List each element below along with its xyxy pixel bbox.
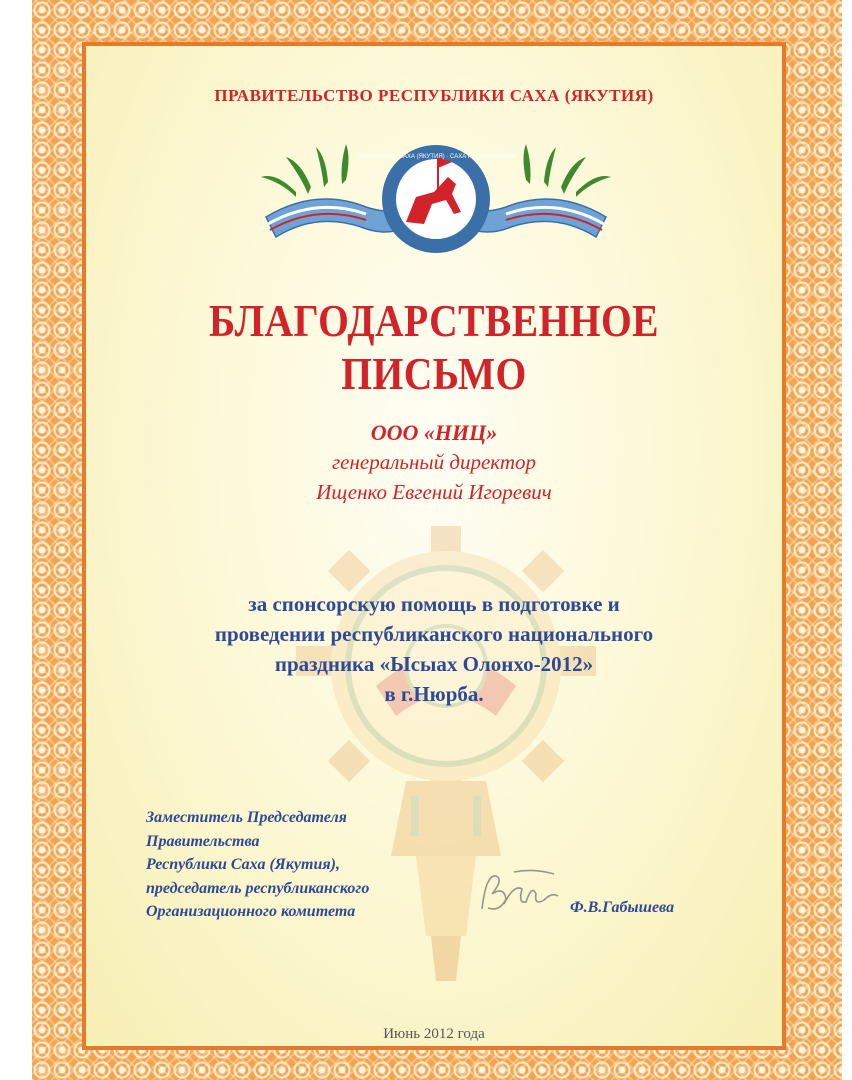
reason-line: за спонсорскую помощь в подготовке и — [248, 592, 620, 616]
coat-of-arms-emblem — [256, 142, 616, 257]
crest-ring-text: РЕСПУБЛИКА САХА (ЯКУТИЯ) · САХА РЕСПУБЛИКАТА — [356, 154, 516, 160]
issue-date: Июнь 2012 года — [383, 1026, 485, 1042]
signatory-title-line: Правительства — [146, 832, 260, 850]
signatory-title-line: председатель республиканского — [146, 879, 370, 897]
signatory-title-block — [146, 806, 369, 924]
government-header: ПРАВИТЕЛЬСТВО РЕСПУБЛИКИ САХА (ЯКУТИЯ) — [214, 86, 654, 105]
recipient-position: генеральный директор — [331, 450, 536, 474]
signatory-name: Ф.В.Габышева — [570, 899, 675, 916]
reason-line: проведении республиканского национального — [214, 622, 654, 646]
recipient-organization: ООО «НИЦ» — [370, 420, 498, 445]
signatory-title-line: Республики Саха (Якутия), — [146, 856, 340, 873]
reason-line: праздника «Ысыах Олонхо-2012» — [274, 652, 594, 676]
reason-line: в г.Нюрба. — [384, 682, 484, 706]
handwritten-signature — [474, 864, 564, 924]
signatory-title-line: Организационного комитета — [146, 903, 356, 920]
document-title: БЛАГОДАРСТВЕННОЕ ПИСЬМО — [209, 295, 659, 399]
recipient-name: Ищенко Евгений Игоревич — [316, 480, 552, 504]
signatory-title-line: Заместитель Председателя — [146, 809, 347, 826]
certificate-paper — [86, 46, 782, 1046]
